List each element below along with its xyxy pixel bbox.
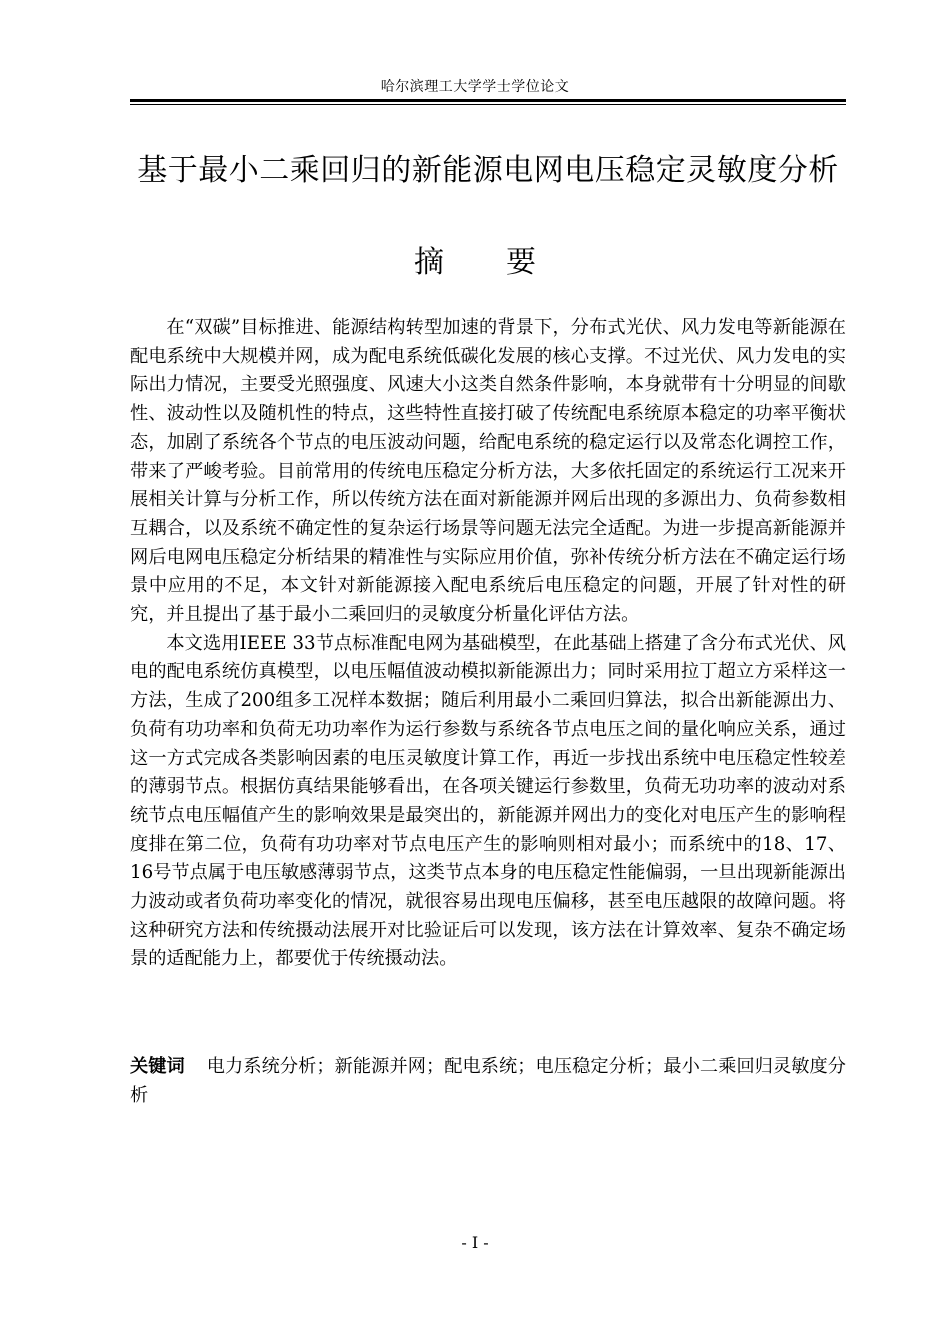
abstract-heading: 摘要	[414, 245, 598, 280]
header-rule-thick	[130, 99, 846, 102]
abstract-paragraph-1: 在“双碳”目标推进、能源结构转型加速的背景下，分布式光伏、风力发电等新能源在配电系统中大规模并网，成为配电系统低碳化发展的核心支撑。不过光伏、风力发电的实际出力情况，主要受光照强度、风速大小这类自然条件影响，本身就带有十分明显的间歇性、波动性以及随机性的特点，这些特性直接打破了传统配电系统原本稳定的功率平衡状态，加剧了系统各个节点的电压波动问题，给配电系统的稳定运行以及常态化调控工作，带来了严峻考验。目前常用的传统电压稳定分析方法，大多依托固定的系统运行工况来开展相关计算与分析工作，所以传统方法在面对新能源并网后出现的多源出力、负荷参数相互耦合，以及系统不确定性的复杂运行场景等问题无法完全适配。为进一步提高新能源并网后电网电压稳定分析结果的精准性与实际应用价值，弥补传统分析方法在不确定运行场景中应用的不足，本文针对新能源接入配电系统后电压稳定的问题，开展了针对性的研究，并且提出了基于最小二乘回归的灵敏度分析量化评估方法。	[130, 317, 846, 626]
running-header: 哈尔滨理工大学学士学位论文	[380, 79, 570, 95]
header-rule-thin	[130, 104, 846, 105]
keywords-text: 电力系统分析；新能源并网；配电系统；电压稳定分析；最小二乘回归灵敏度分析	[130, 1056, 846, 1106]
keywords-block	[130, 1053, 846, 1110]
thesis-title: 基于最小二乘回归的新能源电网电压稳定灵敏度分析	[137, 153, 839, 188]
abstract-body	[130, 314, 846, 974]
keywords-label: 关键词	[130, 1056, 185, 1077]
abstract-paragraph-2: 本文选用IEEE 33节点标准配电网为基础模型，在此基础上搭建了含分布式光伏、风电的配电系统仿真模型，以电压幅值波动模拟新能源出力；同时采用拉丁超立方采样这一方法，生成了200组多工况样本数据；随后利用最小二乘回归算法，拟合出新能源出力、负荷有功功率和负荷无功功率作为运行参数与系统各节点电压之间的量化响应关系，通过这一方式完成各类影响因素的电压灵敏度计算工作，再近一步找出系统中电压稳定性较差的薄弱节点。根据仿真结果能够看出，在各项关键运行参数里，负荷无功功率的波动对系统节点电压幅值产生的影响效果是最突出的，新能源并网出力的变化对电压产生的影响程度排在第二位，负荷有功功率对节点电压产生的影响则相对最小；而系统中的18、17、16号节点属于电压敏感薄弱节点，这类节点本身的电压稳定性能偏弱，一旦出现新能源出力波动或者负荷功率变化的情况，就很容易出现电压偏移，甚至电压越限的故障问题。将这种研究方法和传统摄动法展开对比验证后可以发现，该方法在计算效率、复杂不确定场景的适配能力上，都要优于传统摄动法。	[130, 632, 846, 970]
page-number: - I -	[461, 1233, 489, 1252]
